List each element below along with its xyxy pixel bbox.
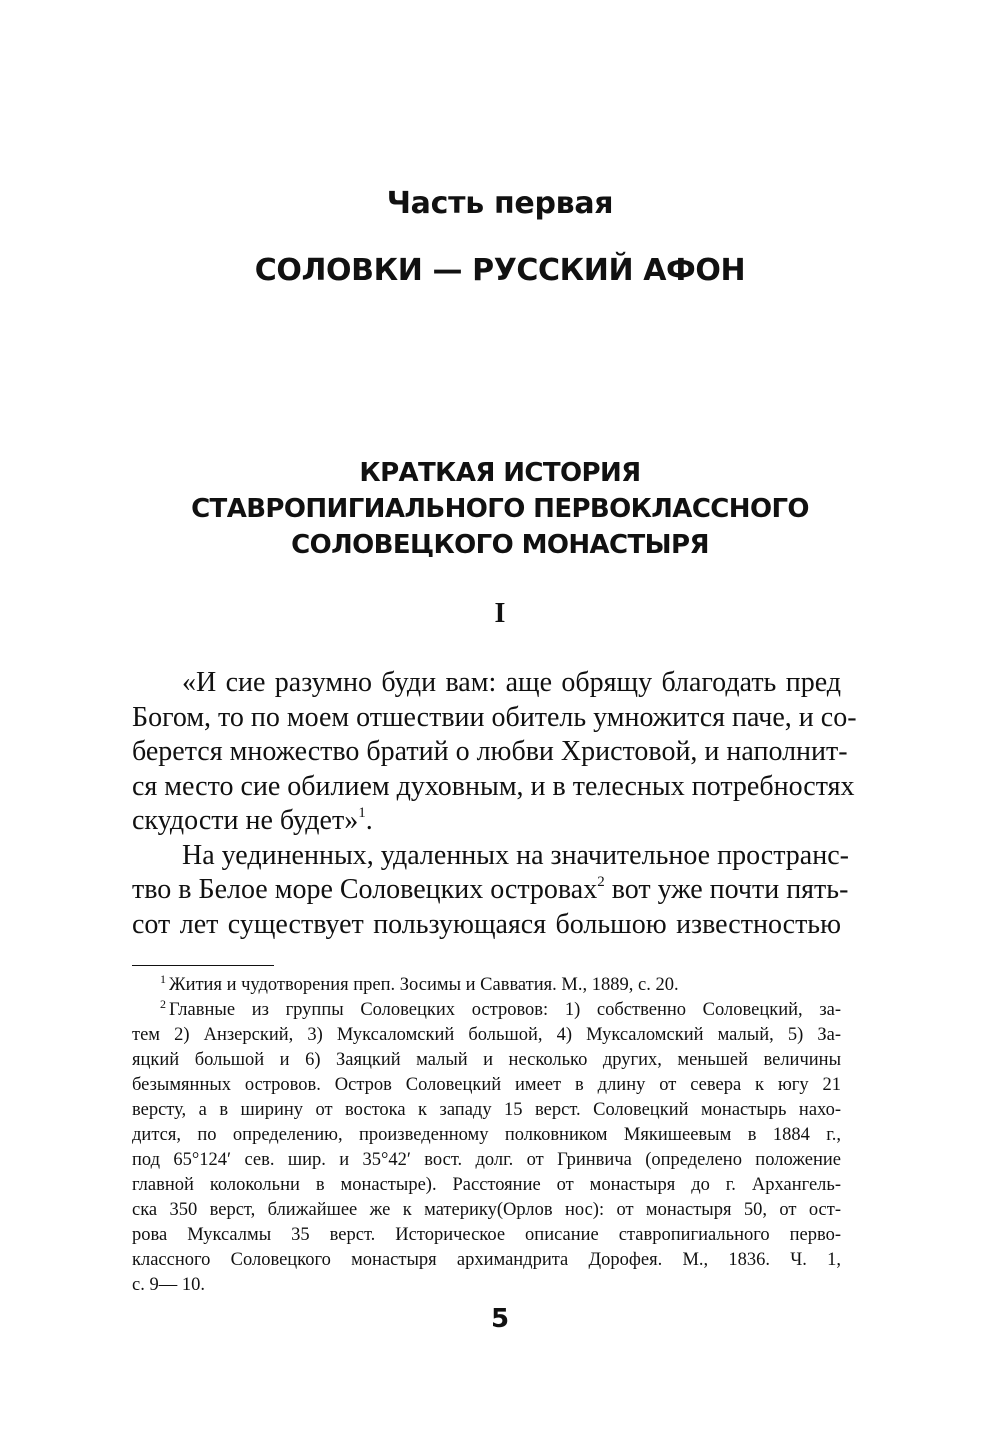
body-line: Богом, то по моем отшествии обитель умножится паче, и со- [132, 701, 857, 733]
footnote-ref[interactable]: 1 [358, 805, 366, 821]
chapter-title [0, 455, 1000, 563]
body-text [132, 666, 857, 942]
body-line-text: тво в Белое море Соловецких островах [132, 874, 598, 905]
chapter-title-line: СОЛОВЕЦКОГО МОНАСТЫРЯ [291, 530, 709, 560]
footnote-2 [132, 998, 841, 1023]
body-line-text: вот уже почти пять- [604, 874, 849, 905]
body-line-end: . [365, 805, 373, 836]
body-line: На уединенных, удаленных на значительное пространс- [182, 839, 849, 871]
footnote-line: ска 350 верст, ближайшее же к материку(Орлов нос): от монастыря 50, от ост- [132, 1200, 841, 1220]
part-title: СОЛОВКИ — РУССКИЙ АФОН [254, 253, 746, 288]
footnote-line: под 65°124′ сев. шир. и 35°42′ вост. долг. от Гринвича (определено положение [132, 1150, 841, 1170]
body-line-text: скудости не будет» [132, 805, 359, 836]
footnote-ref[interactable]: 2 [597, 874, 605, 890]
body-line [132, 804, 841, 839]
footnote-text: Жития и чудотворения преп. Зосимы и Савватия. М., 1889, с. 20. [169, 975, 679, 995]
footnote-line: безымянных островов. Остров Соловецкий имеет в длину от севера к югу 21 [132, 1075, 841, 1095]
footnote-line: яцкий большой и 6) Заяцкий малый и несколько других, меньшей величины [132, 1050, 841, 1070]
chapter-title-line: КРАТКАЯ ИСТОРИЯ [359, 458, 641, 488]
footnote-1 [132, 973, 841, 998]
footnote-line: тем 2) Анзерский, 3) Муксаломский большой, 4) Муксаломский малый, 5) За- [132, 1025, 841, 1045]
footnote-mark: 1 [160, 972, 166, 986]
chapter-title-line: СТАВРОПИГИАЛЬНОГО ПЕРВОКЛАССНОГО [191, 494, 809, 524]
body-line [132, 873, 849, 908]
page-number: 5 [490, 1304, 510, 1334]
footnote-line: классного Соловецкого монастыря архимандрита Дорофея. М., 1836. Ч. 1, [132, 1250, 841, 1270]
footnote-text: Главные из группы Соловецких островов: 1) собственно Соловецкий, за- [169, 1000, 841, 1020]
body-line: берется множество братий о любви Христовой, и наполнит- [132, 736, 848, 767]
body-line: «И сие разумно буди вам: аще обрящу благодать пред [182, 667, 841, 698]
body-line: ся место сие обилием духовным, и в телесных потребностях [132, 770, 855, 802]
footnote-line: дится, по определению, произведенному полковником Мякишеевым в 1884 г., [132, 1125, 841, 1145]
footnotes [132, 973, 841, 1298]
footnote-line: главной колокольни в монастыре). Расстояние от монастыря до г. Архангель- [132, 1175, 841, 1195]
section-number: I [494, 598, 506, 629]
footnote-divider [132, 965, 274, 966]
footnote-line: версту, а в ширину от востока к западу 15 верст. Соловецкий монастырь нахо- [132, 1100, 841, 1120]
part-label: Часть первая [386, 186, 614, 221]
body-line: сот лет существует пользующаяся большою известностью [132, 908, 841, 940]
footnote-line: рова Муксалмы 35 верст. Историческое описание ставропигиального перво- [132, 1225, 841, 1245]
footnote-line: с. 9— 10. [132, 1275, 205, 1295]
footnote-mark: 2 [160, 997, 166, 1011]
